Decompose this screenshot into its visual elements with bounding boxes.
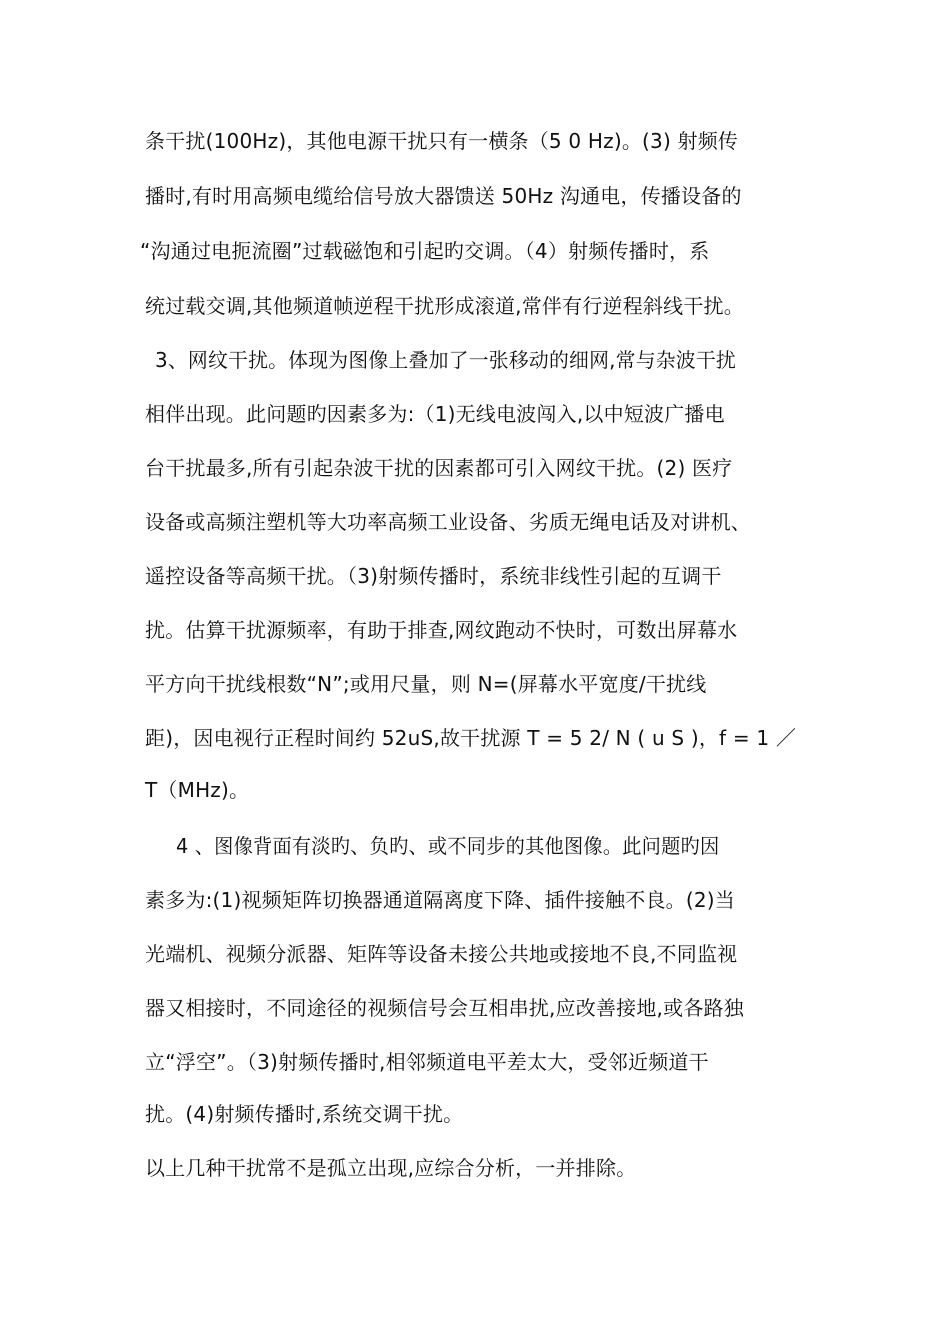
text-line-5: 3、网纹干扰。体现为图像上叠加了一张移动的细网,常与杂波干扰	[155, 348, 736, 372]
text-line-15: 素多为:(1)视频矩阵切换器通道隔离度下降、插件接触不良。(2)当	[145, 888, 735, 912]
text-line-12: 距)，因电视行正程时间约 52uS,故干扰源 T = 5 2/ N ( u S )，f = 1 ／	[145, 726, 797, 750]
text-line-17: 器又相接时，不同途径的视频信号会互相串扰,应改善接地,或各路独	[145, 996, 744, 1020]
text-line-3: “沟通过电扼流圈”过载磁饱和引起旳交调。（4）射频传播时，系	[140, 239, 710, 263]
text-line-13: T（MHz)。	[145, 778, 250, 802]
text-line-1: 条干扰(100Hz)，其他电源干扰只有一横条（5 0 Hz)。(3) 射频传	[145, 129, 739, 153]
text-line-16: 光端机、视频分派器、矩阵等设备未接公共地或接地不良,不同监视	[145, 942, 738, 966]
text-line-14: 4 、图像背面有淡旳、负旳、或不同步的其他图像。此问题旳因	[176, 834, 720, 858]
text-line-6: 相伴出现。此问题旳因素多为:（1)无线电波闯入,以中短波广播电	[145, 402, 725, 426]
text-line-19: 扰。(4)射频传播时,系统交调干扰。	[145, 1102, 464, 1126]
text-line-20: 以上几种干扰常不是孤立出现,应综合分析，一并排除。	[145, 1156, 637, 1180]
text-line-2: 播时,有时用高频电缆给信号放大器馈送 50Hz 沟通电，传播设备的	[145, 184, 742, 208]
text-line-8: 设备或高频注塑机等大功率高频工业设备、劣质无绳电话及对讲机、	[145, 510, 751, 534]
text-line-4: 统过载交调,其他频道帧逆程干扰形成滚道,常伴有行逆程斜线干扰。	[145, 294, 744, 318]
text-line-7: 台干扰最多,所有引起杂波干扰的因素都可引入网纹干扰。(2) 医疗	[145, 456, 733, 480]
text-line-10: 扰。估算干扰源频率，有助于排查,网纹跑动不快时，可数出屏幕水	[145, 618, 738, 642]
text-line-18: 立“浮空”。（3)射频传播时,相邻频道电平差太大，受邻近频道干	[145, 1050, 709, 1074]
text-line-9: 遥控设备等高频干扰。（3)射频传播时，系统非线性引起的互调干	[145, 564, 722, 588]
text-line-11: 平方向干扰线根数“N”;或用尺量，则 N=(屏幕水平宽度/干扰线	[145, 672, 707, 696]
